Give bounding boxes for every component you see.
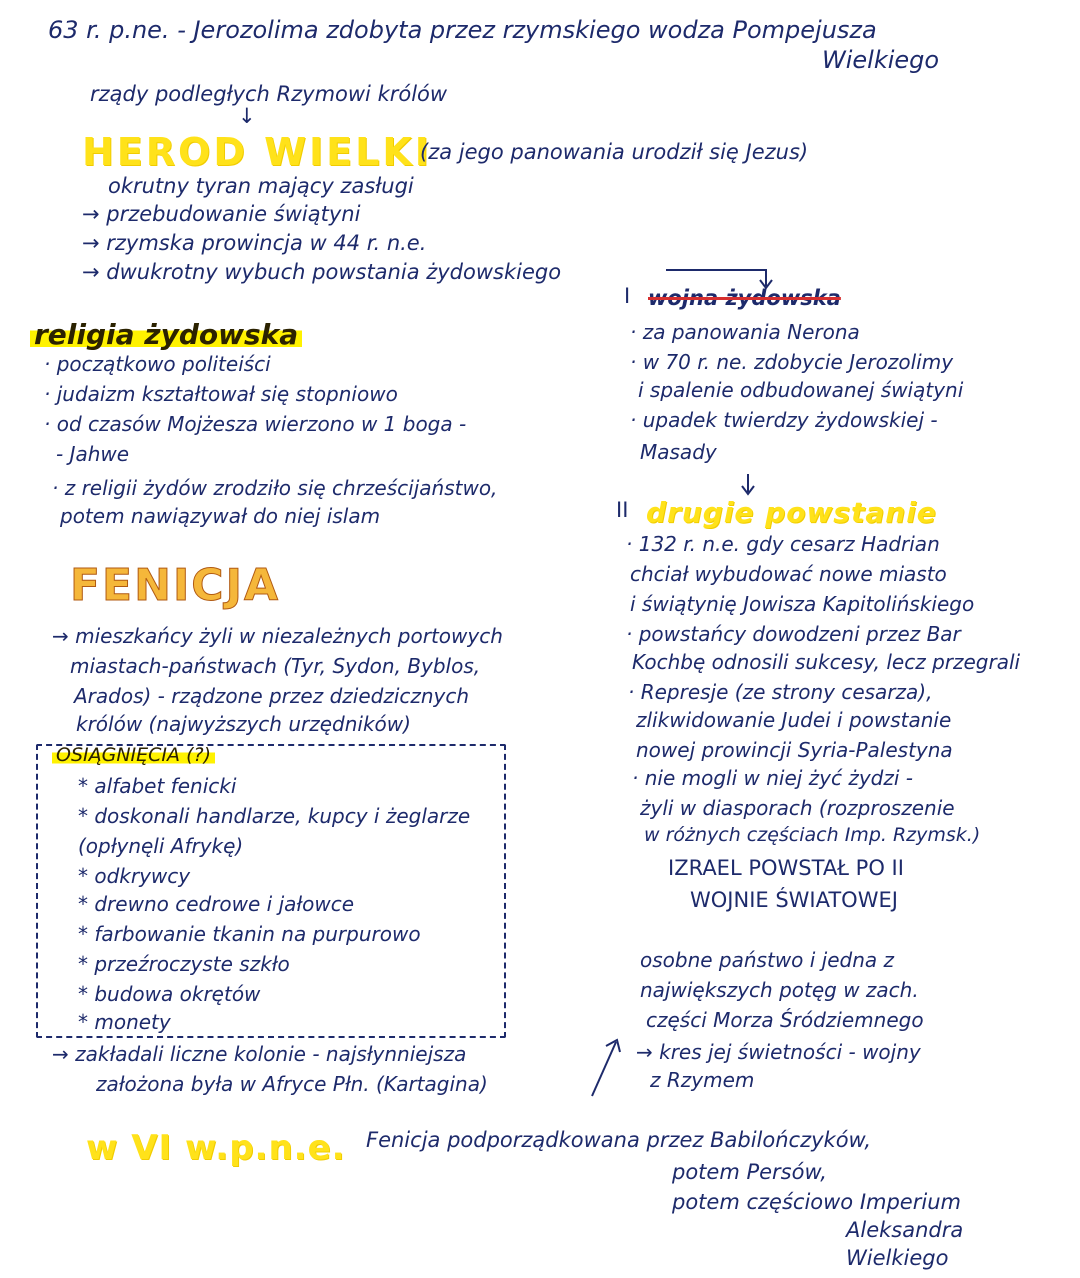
powstanie-item-8: nowej prowincji Syria-Palestyna [636, 738, 953, 762]
religia-item-5: · z religii żydów zrodziło się chrześcijaństwo, [52, 476, 498, 500]
fenicja-item-2: miastach-państwach (Tyr, Sydon, Byblos, [70, 654, 481, 678]
wojna-roman: I [624, 284, 631, 308]
wojna-item-4: · upadek twierdzy żydowskiej - [630, 408, 938, 432]
herod-item-2: → rzymska prowincja w 44 r. n.e. [82, 231, 427, 255]
religia-item-2: · judaizm kształtował się stopniowo [44, 382, 398, 406]
panstwo-line-4: → kres jej świetności - wojny [636, 1040, 921, 1064]
religia-item-4: - Jahwe [56, 442, 130, 466]
panstwo-line-3: części Morza Śródziemnego [646, 1008, 924, 1032]
fenicja-item-3: Arados) - rządzone przez dziedzicznych [74, 684, 470, 708]
wojna-item-2: · w 70 r. ne. zdobycie Jerozolimy [630, 350, 954, 374]
religia-item-1: · początkowo politeiści [44, 352, 271, 376]
osiagniecia-item-2: * doskonali handlarze, kupcy i żeglarze [78, 804, 471, 828]
fenicja-item-1: → mieszkańcy żyli w niezależnych portowych [52, 624, 503, 648]
religia-item-3: · od czasów Mojżesza wierzono w 1 boga - [44, 412, 467, 436]
herod-note: (za jego panowania urodził się Jezus) [420, 140, 809, 164]
wojna-item-3: i spalenie odbudowanej świątyni [638, 378, 964, 402]
footer-line-3: potem częściowo Imperium [672, 1190, 961, 1214]
powstanie-item-6: · Represje (ze strony cesarza), [628, 680, 933, 704]
kolonie-line-2: założona była w Afryce Płn. (Kartagina) [96, 1072, 488, 1096]
powstanie-roman: II [616, 498, 629, 522]
arrow-to-wojna [666, 270, 766, 286]
footer-line-5: Wielkiego [846, 1246, 949, 1270]
wojna-title: wojna żydowska [648, 286, 841, 310]
panstwo-line-2: największych potęg w zach. [640, 978, 919, 1002]
fenicja-item-4: królów (najwyższych urzędników) [76, 712, 411, 736]
osiagniecia-item-8: * budowa okrętów [78, 982, 261, 1006]
religia-title: religia żydowska [30, 318, 302, 351]
powstanie-item-2: chciał wybudować nowe miasto [630, 562, 947, 586]
osiagniecia-item-5: * drewno cedrowe i jałowce [78, 892, 355, 916]
powstanie-item-1: · 132 r. n.e. gdy cesarz Hadrian [626, 532, 940, 556]
osiagniecia-item-4: * odkrywcy [78, 864, 191, 888]
herod-title: HEROD WIELKI [82, 130, 432, 174]
osiagniecia-title: OSIĄGNIĘCIA (?) [52, 744, 215, 766]
powstanie-item-4: · powstańcy dowodzeni przez Bar [626, 622, 961, 646]
arrow-to-panstwo [592, 1042, 616, 1096]
israel-line-2: WOJNIE ŚWIATOWEJ [690, 888, 898, 912]
wojna-item-5: Masady [640, 440, 717, 464]
powstanie-item-9: · nie mogli w niej żyć żydzi - [632, 766, 914, 790]
powstanie-item-10: żyli w diasporach (rozproszenie [640, 796, 955, 820]
header-line: 63 r. p.ne. - Jerozolima zdobyta przez rzymskiego wodza Pompejusza [48, 16, 877, 44]
wojna-item-1: · za panowania Nerona [630, 320, 860, 344]
osiagniecia-item-9: * monety [78, 1010, 171, 1034]
rule-line: rządy podległych Rzymowi królów [90, 82, 448, 106]
powstanie-title: drugie powstanie [646, 496, 937, 529]
footer-line-4: Aleksandra [846, 1218, 964, 1242]
powstanie-item-7: zlikwidowanie Judei i powstanie [636, 708, 952, 732]
powstanie-item-5: Kochbę odnosili sukcesy, lecz przegrali [632, 650, 1021, 674]
powstanie-item-11: w różnych częściach Imp. Rzymsk.) [644, 824, 981, 846]
powstanie-item-3: i świątynię Jowisza Kapitolińskiego [630, 592, 975, 616]
header-line-end: Wielkiego [822, 46, 940, 74]
panstwo-line-5: z Rzymem [650, 1068, 755, 1092]
religia-item-6: potem nawiązywał do niej islam [60, 504, 381, 528]
osiagniecia-item-6: * farbowanie tkanin na purpurowo [78, 922, 421, 946]
herod-item-3: → dwukrotny wybuch powstania żydowskiego [82, 260, 562, 284]
herod-item-1: → przebudowanie świątyni [82, 202, 361, 226]
osiagniecia-item-3: (opłynęli Afrykę) [78, 834, 244, 858]
osiagniecia-item-1: * alfabet fenicki [78, 774, 237, 798]
fenicja-title: FENICJA [70, 560, 281, 611]
osiagniecia-item-7: * przeźroczyste szkło [78, 952, 290, 976]
down-arrow-icon: ↓ [238, 104, 256, 128]
footer-line-2: potem Persów, [672, 1160, 827, 1184]
herod-desc: okrutny tyran mający zasługi [108, 174, 414, 198]
footer-text: Fenicja podporządkowana przez Babilończyków, [366, 1128, 872, 1152]
kolonie-line-1: → zakładali liczne kolonie - najsłynniejsza [52, 1042, 467, 1066]
israel-line-1: IZRAEL POWSTAŁ PO II [668, 856, 904, 880]
panstwo-line-1: osobne państwo i jedna z [640, 948, 895, 972]
footer-era: w VI w.p.n.e. [86, 1128, 346, 1168]
